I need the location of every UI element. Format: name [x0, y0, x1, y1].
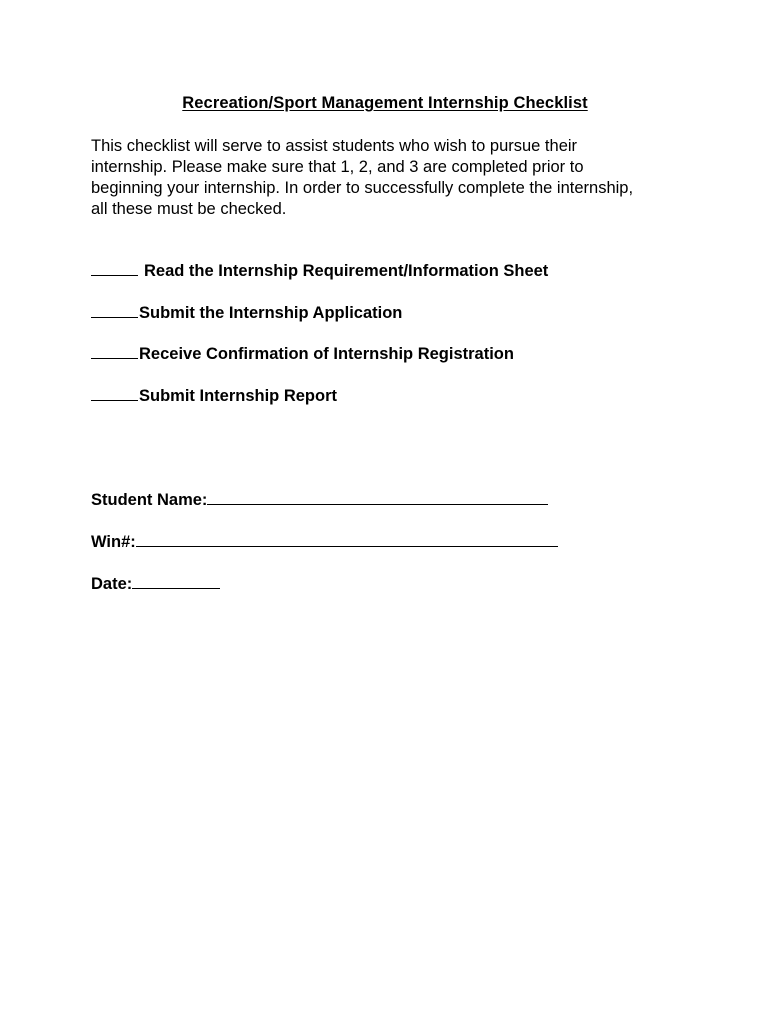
student-name-field	[91, 490, 548, 510]
checkbox-blank-line[interactable]	[91, 261, 138, 276]
date-input-line[interactable]	[132, 574, 220, 589]
date-label: Date:	[91, 575, 133, 593]
student-name-input-line[interactable]	[207, 490, 548, 505]
checklist-item-read-sheet	[91, 261, 548, 281]
checklist-item-label: Read the Internship Requirement/Information Sheet	[144, 262, 549, 280]
intro-line: all these must be checked.	[91, 200, 287, 218]
intro-line: beginning your internship. In order to successfully complete the internship,	[91, 179, 634, 197]
intro-paragraph	[91, 136, 701, 220]
date-field	[91, 574, 220, 594]
intro-line: This checklist will serve to assist students who wish to pursue their	[91, 137, 578, 155]
win-label: Win#:	[91, 533, 136, 551]
checklist-item-submit-application	[91, 303, 402, 323]
checklist-item-label: Submit Internship Report	[139, 387, 337, 405]
document-title: Recreation/Sport Management Internship Checklist	[182, 94, 588, 112]
checklist-item-label: Receive Confirmation of Internship Registration	[139, 345, 514, 363]
student-name-label: Student Name:	[91, 491, 208, 509]
checklist-item-label: Submit the Internship Application	[139, 304, 403, 322]
intro-line: internship. Please make sure that 1, 2, and 3 are completed prior to	[91, 158, 584, 176]
checkbox-blank-line[interactable]	[91, 386, 138, 401]
checklist-item-receive-confirmation	[91, 344, 514, 364]
win-input-line[interactable]	[136, 532, 558, 547]
win-field	[91, 532, 558, 552]
checkbox-blank-line[interactable]	[91, 344, 138, 359]
checklist-item-submit-report	[91, 386, 337, 406]
checkbox-blank-line[interactable]	[91, 303, 138, 318]
